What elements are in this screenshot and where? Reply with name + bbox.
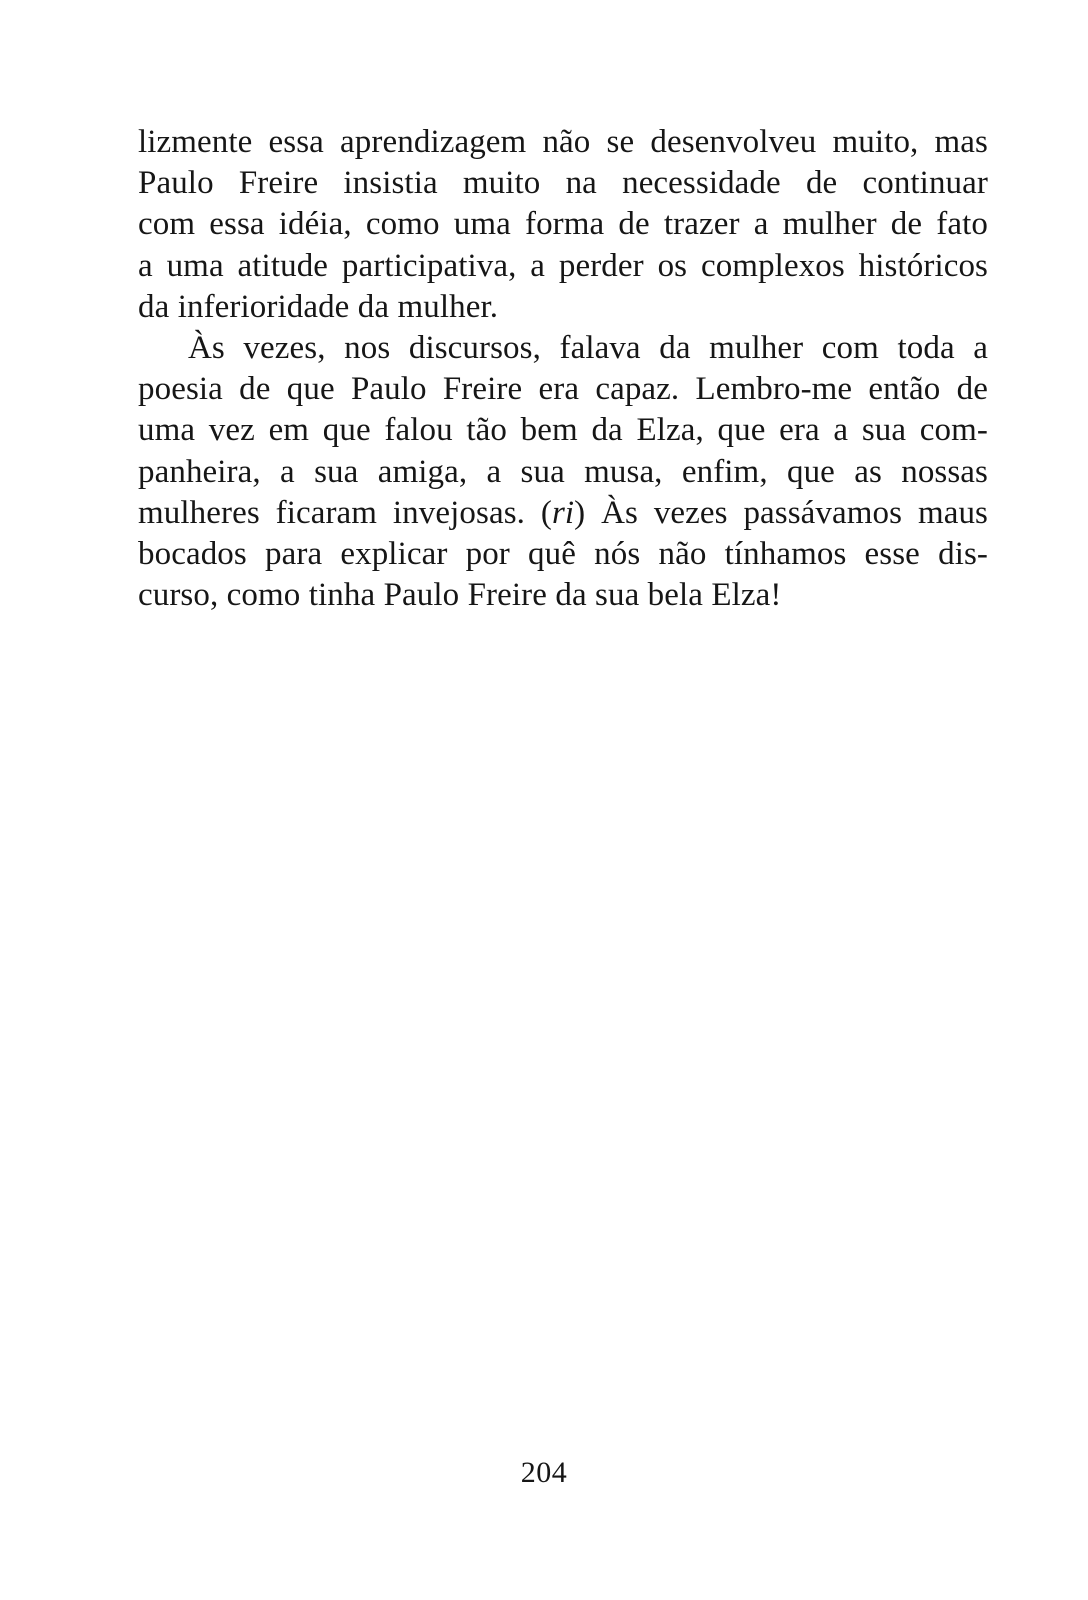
body-text <box>138 122 988 616</box>
text-line <box>138 493 988 534</box>
text-line: lizmente essa aprendizagem não se desenvolveu muito, mas <box>138 124 988 160</box>
text-line: Às vezes, nos discursos, falava da mulher com toda a <box>188 329 988 366</box>
text-line: bocados para explicar por quê nós não tínhamos esse dis- <box>138 535 988 572</box>
paragraph-1 <box>138 122 988 328</box>
text-line: da inferioridade da mulher. <box>138 288 499 325</box>
text-line: Paulo Freire insistia muito na necessidade de continuar <box>138 165 988 202</box>
text-line: a uma atitude participativa, a perder os complexos históricos <box>138 247 988 284</box>
text-segment: mulheres ficaram invejosas. ( <box>138 494 552 531</box>
text-line: poesia de que Paulo Freire era capaz. Lembro-me então de <box>138 371 988 408</box>
text-line: uma vez em que falou tão bem da Elza, que era a sua com- <box>138 412 988 449</box>
page-number: 204 <box>520 1456 568 1489</box>
text-line: curso, como tinha Paulo Freire da sua bela Elza! <box>138 577 782 614</box>
text-segment: ) Às vezes passávamos maus <box>574 494 988 531</box>
text-line: panheira, a sua amiga, a sua musa, enfim, que as nossas <box>138 453 988 490</box>
text-line: com essa idéia, como uma forma de trazer a mulher de fato <box>138 206 988 243</box>
paragraph-2 <box>138 328 988 616</box>
italic-annotation: ri <box>551 494 575 531</box>
